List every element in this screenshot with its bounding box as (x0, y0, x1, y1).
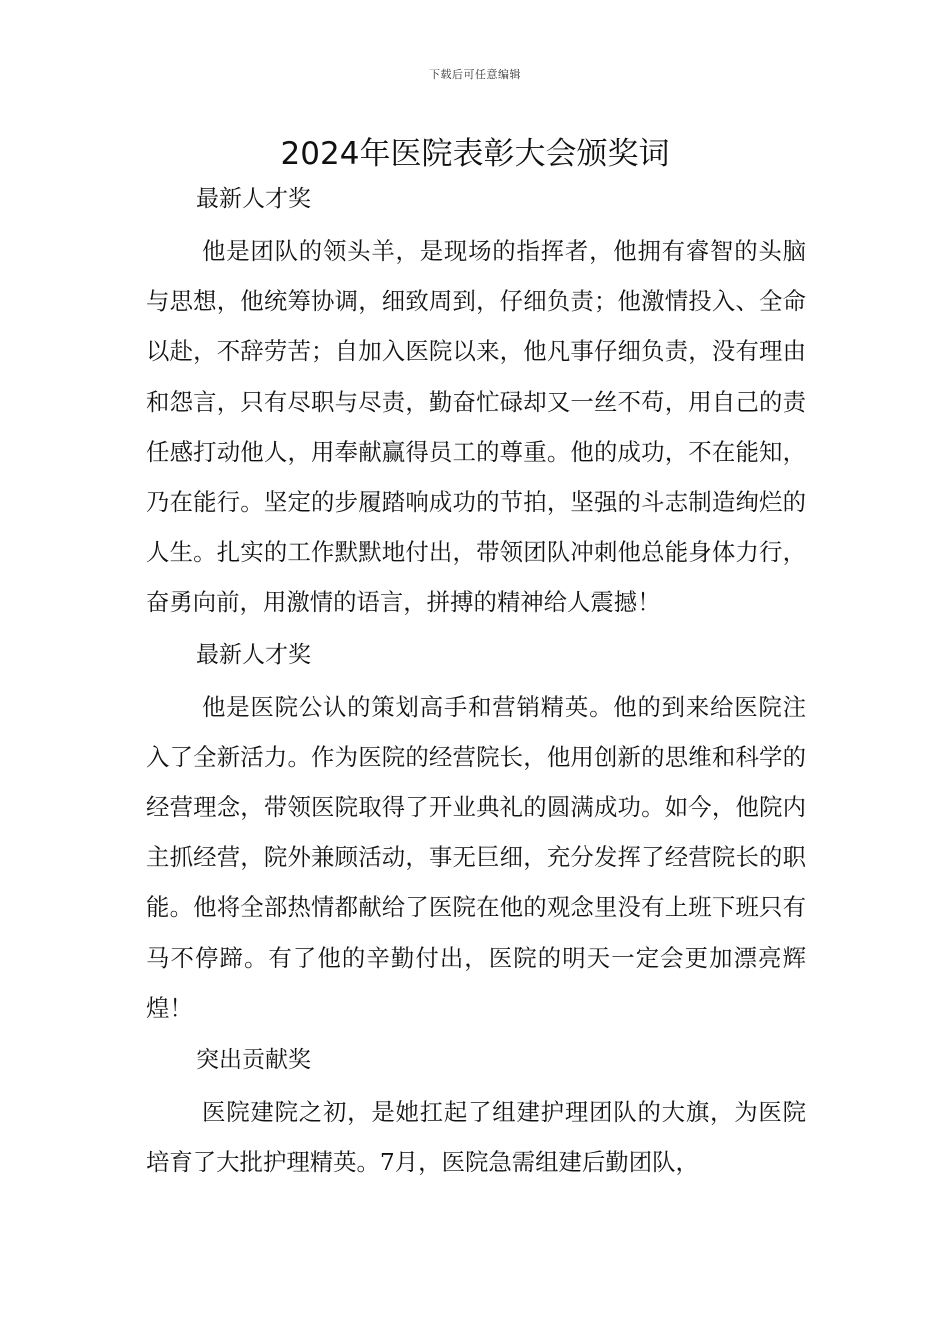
document-title: 2024年医院表彰大会颁奖词 (280, 136, 670, 172)
award-heading: 最新人才奖 (196, 641, 311, 668)
document-body (146, 180, 806, 1195)
award-heading: 突出贡献奖 (196, 1047, 311, 1074)
award-citation: 医院建院之初，是她扛起了组建护理团队的大旗，为医院培育了大批护理精英。7月，医院急需组建后勤团队， (146, 1098, 806, 1177)
award-citation: 他是医院公认的策划高手和营销精英。他的到来给医院注入了全新活力。作为医院的经营院长，他用创新的思维和科学的经营理念，带领医院取得了开业典礼的圆满成功。如今，他院内主抓经营，院外兼顾活动，事无巨细，充分发挥了经营院长的职能。他将全部热情都献给了医院在他的观念里没有上班下班只有马不停蹄。有了他的辛勤付出，医院的明天一定会更加漂亮辉煌！ (146, 692, 806, 1022)
award-section (146, 1041, 806, 1195)
award-section (146, 636, 806, 1041)
award-section (146, 180, 806, 636)
award-citation: 他是团队的领头羊，是现场的指挥者，他拥有睿智的头脑与思想，他统筹协调，细致周到，仔细负责；他激情投入、全命以赴，不辞劳苦；自加入医院以来，他凡事仔细负责，没有理由和怨言，只有尽职与尽责，勤奋忙碌却又一丝不苟，用自己的责任感打动他人，用奉献赢得员工的尊重。他的成功，不在能知，乃在能行。坚定的步履踏响成功的节拍，坚强的斗志制造绚烂的人生。扎实的工作默默地付出，带领团队冲刺他总能身体力行，奋勇向前，用激情的语言，拼搏的精神给人震撼！ (146, 237, 806, 617)
header-note: 下载后可任意编辑 (429, 68, 521, 81)
award-heading: 最新人才奖 (196, 186, 311, 212)
